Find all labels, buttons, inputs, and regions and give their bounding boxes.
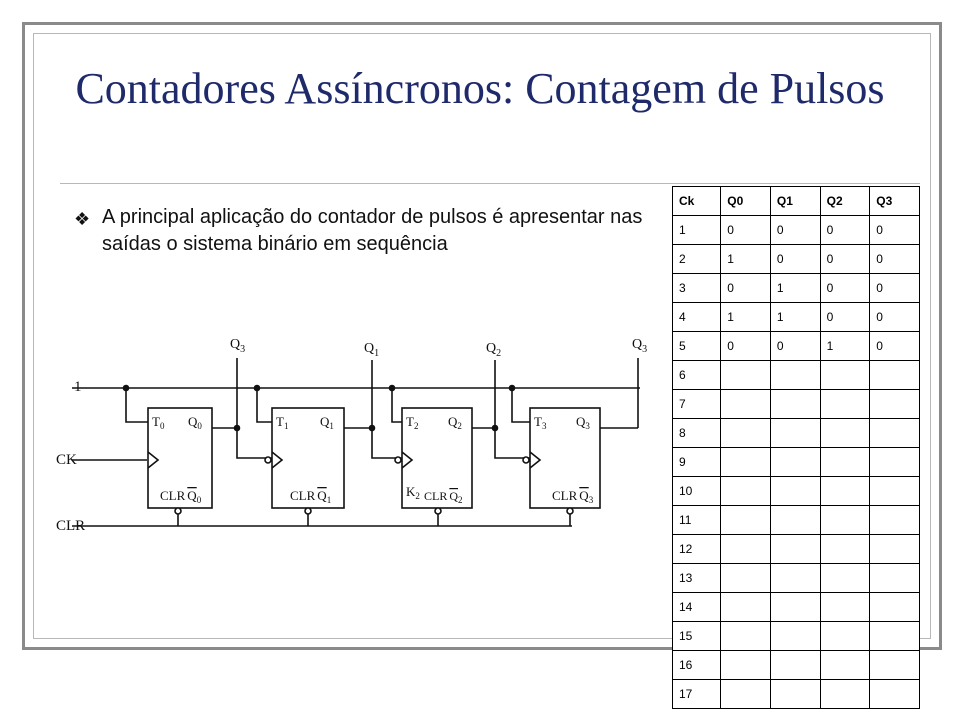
output-label-q1	[364, 341, 379, 359]
ff1-t-label: $T_1$	[276, 414, 289, 431]
ff2-clr-label: CLR $Q_2$	[424, 489, 463, 505]
table-header-row	[673, 187, 920, 216]
table-cell	[721, 622, 771, 651]
counter-circuit-diagram	[52, 330, 652, 550]
table-cell	[820, 564, 870, 593]
table-cell	[721, 448, 771, 477]
junction	[510, 386, 515, 391]
ff3-clr-label: CLR $Q_3$	[552, 488, 594, 505]
table-cell	[870, 361, 920, 390]
table-cell: 1	[820, 332, 870, 361]
table-cell: 0	[820, 274, 870, 303]
table-cell	[870, 593, 920, 622]
ff2-q-label: $Q_2$	[448, 414, 462, 431]
ff3-q-label: $Q_3$	[576, 414, 590, 431]
table-cell: 0	[770, 216, 820, 245]
table-cell: 0	[820, 216, 870, 245]
table-cell	[721, 390, 771, 419]
table-cell	[770, 390, 820, 419]
table-cell: 0	[820, 303, 870, 332]
table-cell: 0	[870, 274, 920, 303]
table-row	[673, 564, 920, 593]
table-cell	[721, 593, 771, 622]
wire-t3	[512, 388, 530, 422]
output-label-q3-right	[632, 337, 647, 355]
table-row	[673, 303, 920, 332]
table-row	[673, 622, 920, 651]
table-cell: 11	[673, 506, 721, 535]
table-row	[673, 274, 920, 303]
table-cell	[870, 535, 920, 564]
junction	[370, 426, 375, 431]
table-cell: 1	[721, 245, 771, 274]
table-cell: 10	[673, 477, 721, 506]
table-row	[673, 680, 920, 709]
table-cell	[770, 535, 820, 564]
junction	[255, 386, 260, 391]
table-row	[673, 448, 920, 477]
table-cell	[770, 622, 820, 651]
table-cell: 0	[870, 332, 920, 361]
output-label-q3-left	[230, 337, 245, 355]
table-cell	[820, 535, 870, 564]
ff2-t-label: $T_2$	[406, 414, 419, 431]
table-cell: 8	[673, 419, 721, 448]
table-cell	[820, 419, 870, 448]
table-header-cell: Q3	[870, 187, 920, 216]
table-cell: 1	[770, 303, 820, 332]
table-header-cell: Q1	[770, 187, 820, 216]
table-header-cell: Q2	[820, 187, 870, 216]
wire-q2-to-ck3	[472, 428, 530, 458]
table-cell: 0	[770, 332, 820, 361]
table-cell	[770, 593, 820, 622]
table-cell	[721, 651, 771, 680]
table-row	[673, 506, 920, 535]
table-row	[673, 535, 920, 564]
table-cell	[820, 506, 870, 535]
table-row	[673, 593, 920, 622]
table-cell	[870, 506, 920, 535]
table-row	[673, 390, 920, 419]
table-row	[673, 245, 920, 274]
counter-state-table	[672, 186, 920, 709]
wire-t1	[257, 388, 272, 422]
table-cell: 16	[673, 651, 721, 680]
ff0-clr-label: CLR $Q_0$	[160, 488, 202, 505]
table-header-cell: Ck	[673, 187, 721, 216]
table-cell	[820, 593, 870, 622]
table-cell	[820, 361, 870, 390]
svg-text:Q2: $Q_2$	[486, 341, 502, 359]
bullet-text: A principal aplicação do contador de pulsos é apresentar nas saídas o sistema binário em sequência	[102, 206, 643, 255]
table-cell: 15	[673, 622, 721, 651]
table-cell	[721, 361, 771, 390]
table-cell	[770, 419, 820, 448]
table-cell: 0	[770, 245, 820, 274]
table-cell	[820, 477, 870, 506]
table-cell	[870, 477, 920, 506]
table-cell: 0	[721, 216, 771, 245]
table-cell: 3	[673, 274, 721, 303]
input-label-ck: CK	[56, 452, 77, 468]
table-cell	[721, 564, 771, 593]
table-row	[673, 361, 920, 390]
table-cell	[870, 622, 920, 651]
ff1-q-label: $Q_1$	[320, 414, 334, 431]
table-header-cell: Q0	[721, 187, 771, 216]
junction	[235, 426, 240, 431]
table-cell	[820, 390, 870, 419]
table-cell: 9	[673, 448, 721, 477]
table-cell	[770, 651, 820, 680]
table-cell: 0	[870, 303, 920, 332]
table-body	[673, 216, 920, 709]
table-cell	[770, 680, 820, 709]
junction	[390, 386, 395, 391]
table-cell	[870, 680, 920, 709]
table-cell: 2	[673, 245, 721, 274]
ff2-k-label: $K_2$	[406, 484, 420, 501]
table-cell	[770, 361, 820, 390]
table-cell	[770, 564, 820, 593]
table-cell: 0	[721, 274, 771, 303]
table-cell: 0	[820, 245, 870, 274]
table-row	[673, 651, 920, 680]
svg-text:Q3: $Q_3$	[230, 337, 246, 355]
title-divider	[60, 183, 920, 184]
table-cell: 0	[721, 332, 771, 361]
table-cell: 14	[673, 593, 721, 622]
table-cell: 5	[673, 332, 721, 361]
table-cell: 12	[673, 535, 721, 564]
table-cell: 1	[673, 216, 721, 245]
slide-title: Contadores Assíncronos: Contagem de Pulsos	[75, 64, 885, 113]
table-cell	[770, 477, 820, 506]
table-cell	[870, 390, 920, 419]
table-row	[673, 332, 920, 361]
four-diamond-bullet-icon: ❖	[74, 209, 91, 229]
table-cell	[820, 448, 870, 477]
table-cell	[721, 680, 771, 709]
table-cell	[870, 564, 920, 593]
wire-q0-to-ck1	[212, 428, 272, 458]
svg-text:Q3: $Q_3$	[632, 337, 648, 355]
table-cell	[770, 506, 820, 535]
table-cell	[870, 448, 920, 477]
table-cell: 1	[770, 274, 820, 303]
table-cell	[770, 448, 820, 477]
table-cell	[820, 680, 870, 709]
ff0-q-label: $Q_0$	[188, 414, 202, 431]
junction	[493, 426, 498, 431]
table-cell: 17	[673, 680, 721, 709]
table-cell: 1	[721, 303, 771, 332]
table-cell	[870, 419, 920, 448]
table-cell	[721, 535, 771, 564]
table-cell	[820, 622, 870, 651]
table-cell: 0	[870, 245, 920, 274]
table-cell: 4	[673, 303, 721, 332]
table-cell	[721, 477, 771, 506]
table-cell	[870, 651, 920, 680]
ff1-clr-label: CLR $Q_1$	[290, 488, 332, 505]
table-cell	[820, 651, 870, 680]
ff3-t-label: $T_3$	[534, 414, 547, 431]
wire-q1-to-ck2	[344, 428, 402, 458]
input-label-one: 1	[74, 379, 82, 395]
junction	[124, 386, 129, 391]
svg-text:Q1: $Q_1$	[364, 341, 380, 359]
input-label-clr: CLR	[56, 518, 86, 534]
table-row	[673, 477, 920, 506]
table-cell: 0	[870, 216, 920, 245]
table-cell: 6	[673, 361, 721, 390]
ff0-t-label: $T_0$	[152, 414, 165, 431]
wire-t0	[126, 388, 148, 422]
table-row	[673, 419, 920, 448]
wire-t2	[392, 388, 402, 422]
output-label-q2	[486, 341, 501, 359]
table-cell: 13	[673, 564, 721, 593]
table-row	[673, 216, 920, 245]
table-cell	[721, 419, 771, 448]
table-cell	[721, 506, 771, 535]
table-cell: 7	[673, 390, 721, 419]
